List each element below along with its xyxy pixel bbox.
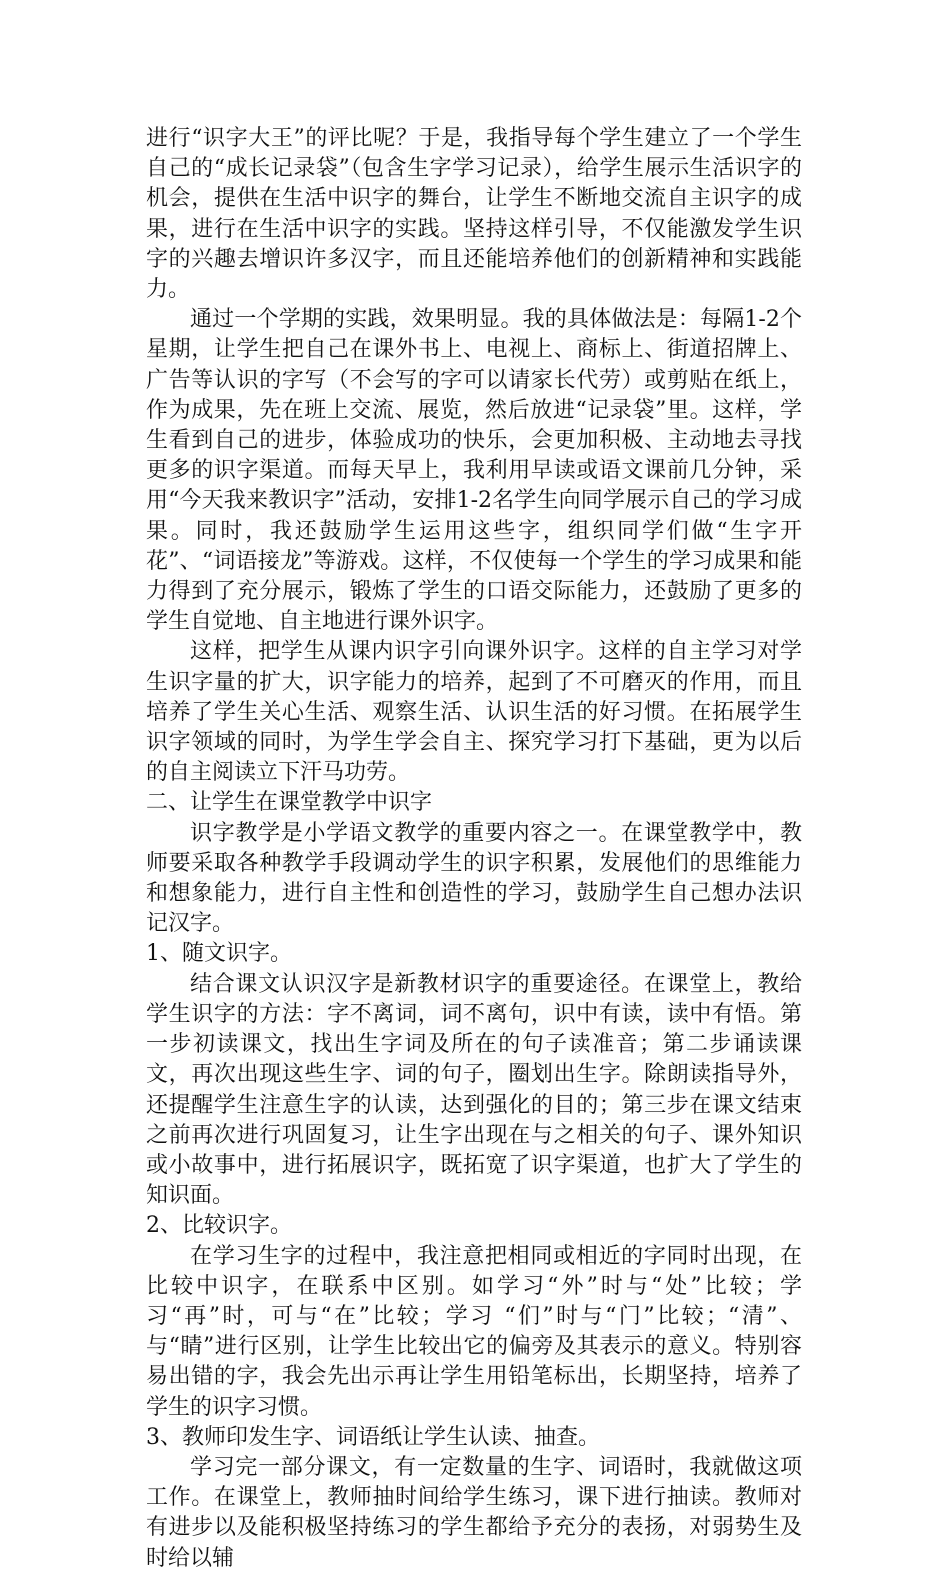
paragraph-printed-sheets: 学习完一部分课文，有一定数量的生字、词语时，我就做这项工作。在课堂上，教师抽时间给学生练习，课下进行抽读。教师对有进步以及能积极坚持练习的学生都给予充分的表扬，对弱势生及时给以辅 <box>146 1454 802 1571</box>
subheading-printed-sheets: 3、教师印发生字、词语纸让学生认读、抽查。 <box>146 1424 600 1450</box>
paragraph-extracurricular-summary: 这样，把学生从课内识字引向课外识字。这样的自主学习对学生识字量的扩大，识字能力的培养，起到了不可磨灭的作用，而且培养了学生关心生活、观察生活、认识生活的好习惯。在拓展学生识字领域的同时，为学生学会自主、探究学习打下基础，更为以后的自主阅读立下汗马功劳。 <box>146 639 802 786</box>
paragraph-text-literacy: 结合课文认识汉字是新教材识字的重要途径。在课堂上，教给学生识字的方法：字不离词，词不离句，识中有读，读中有悟。第一步初读课文，找出生字词及所在的句子读准音；第二步诵读课文，再次出现这些生字、词的句子，圈划出生字。除朗读指导外，还提醒学生注意生字的认读，达到强化的目的；第三步在课文结束之前再次进行巩固复习，让生字出现在与之相关的句子、课外知识或小故事中，进行拓展识字，既拓宽了识字渠道，也扩大了学生的知识面。 <box>146 971 802 1209</box>
paragraph-classroom-intro: 识字教学是小学语文教学的重要内容之一。在课堂教学中，教师要采取各种教学手段调动学生的识字积累，发展他们的思维能力和想象能力，进行自主性和创造性的学习，鼓励学生自己想办法识记汉字。 <box>146 820 802 937</box>
paragraph-practice-method: 通过一个学期的实践，效果明显。我的具体做法是：每隔1-2个星期，让学生把自己在课外书上、电视上、商标上、街道招牌上、广告等认识的字写（不会写的字可以请家长代劳）或剪贴在纸上，作为成果，先在班上交流、展览，然后放进“记录袋”里。这样，学生看到自己的进步，体验成功的快乐，会更加积极、主动地去寻找更多的识字渠道。而每天早上，我利用早读或语文课前几分钟，采用“今天我来教识字”活动，安排1-2名学生向同学展示自己的学习成果。同时，我还鼓励学生运用这些字，组织同学们做“生字开花”、“词语接龙”等游戏。这样，不仅使每一个学生的学习成果和能力得到了充分展示，锻炼了学生的口语交际能力，还鼓励了更多的学生自觉地、自主地进行课外识字。 <box>146 307 802 635</box>
subheading-text-literacy: 1、随文识字。 <box>146 941 292 967</box>
document-body <box>146 124 802 1574</box>
paragraph-comparison-literacy: 在学习生字的过程中，我注意把相同或相近的字同时出现，在比较中识字，在联系中区别。如学习“外”时与“处”比较；学习“再”时，可与“在”比较；学习 “们”时与“门”比较；“清”、与“睛”进行区别，让学生比较出它的偏旁及其表示的意义。特别容易出错的字，我会先出示再让学生用铅笔标出，长期坚持，培养了学生的识字习惯。 <box>146 1243 802 1420</box>
paragraph-continuation: 进行“识字大王”的评比呢？于是，我指导每个学生建立了一个学生自己的“成长记录袋”（包含生字学习记录），给学生展示生活识字的机会，提供在生活中识字的舞台，让学生不断地交流自主识字的成果，进行在生活中识字的实践。坚持这样引导，不仅能激发学生识字的兴趣去增识许多汉字，而且还能培养他们的创新精神和实践能力。 <box>146 126 802 303</box>
section-heading-classroom: 二、让学生在课堂教学中识字 <box>146 790 433 816</box>
subheading-comparison-literacy: 2、比较识字。 <box>146 1213 292 1239</box>
